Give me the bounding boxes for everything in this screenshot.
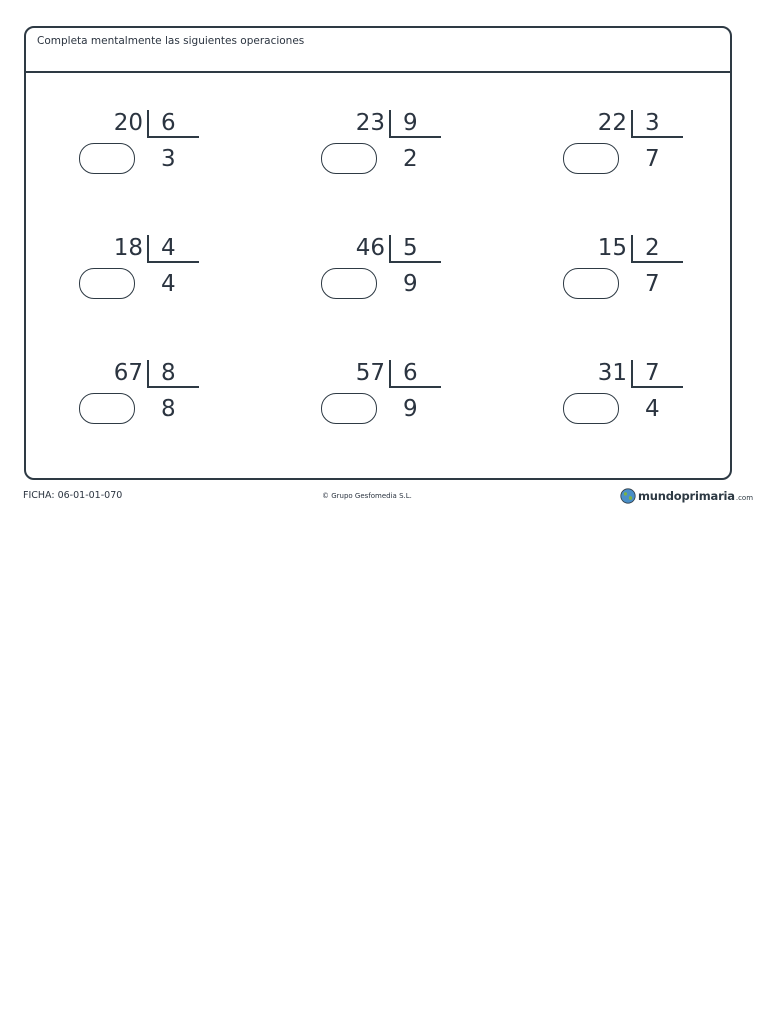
quotient: 2 — [403, 146, 418, 172]
remainder-answer-box[interactable] — [563, 268, 619, 299]
divisor: 7 — [645, 360, 660, 386]
remainder-answer-box[interactable] — [79, 393, 135, 424]
division-problem-1 — [79, 108, 219, 182]
dividend: 15 — [597, 235, 627, 261]
remainder-answer-box[interactable] — [321, 268, 377, 299]
division-problem-8 — [321, 358, 461, 432]
dividend: 46 — [355, 235, 385, 261]
division-problem-3 — [563, 108, 703, 182]
worksheet-code: FICHA: 06-01-01-070 — [23, 490, 123, 501]
quotient: 4 — [161, 271, 176, 297]
division-problem-4 — [79, 233, 219, 307]
dividend: 23 — [355, 110, 385, 136]
globe-icon — [620, 488, 636, 504]
division-problem-6 — [563, 233, 703, 307]
divisor: 4 — [161, 235, 176, 261]
dividend: 22 — [597, 110, 627, 136]
quotient: 7 — [645, 146, 660, 172]
divisor: 6 — [161, 110, 176, 136]
division-problem-2 — [321, 108, 461, 182]
remainder-answer-box[interactable] — [79, 268, 135, 299]
remainder-answer-box[interactable] — [321, 393, 377, 424]
dividend: 67 — [113, 360, 143, 386]
worksheet-frame — [24, 26, 732, 480]
divisor: 9 — [403, 110, 418, 136]
dividend: 20 — [113, 110, 143, 136]
quotient: 3 — [161, 146, 176, 172]
divisor: 2 — [645, 235, 660, 261]
instruction-text: Completa mentalmente las siguientes operaciones — [37, 35, 305, 47]
quotient: 9 — [403, 271, 418, 297]
divisor: 3 — [645, 110, 660, 136]
remainder-answer-box[interactable] — [563, 143, 619, 174]
divisor: 5 — [403, 235, 418, 261]
copyright-notice: © Grupo Gesfomedia S.L. — [322, 492, 412, 500]
divisor: 6 — [403, 360, 418, 386]
divisor: 8 — [161, 360, 176, 386]
dividend: 57 — [355, 360, 385, 386]
remainder-answer-box[interactable] — [321, 143, 377, 174]
brand-logo[interactable] — [620, 487, 753, 505]
quotient: 7 — [645, 271, 660, 297]
quotient: 8 — [161, 396, 176, 422]
remainder-answer-box[interactable] — [563, 393, 619, 424]
instruction-header — [26, 28, 730, 73]
dividend: 31 — [597, 360, 627, 386]
division-problem-5 — [321, 233, 461, 307]
dividend: 18 — [113, 235, 143, 261]
division-problem-9 — [563, 358, 703, 432]
division-problem-7 — [79, 358, 219, 432]
quotient: 4 — [645, 396, 660, 422]
quotient: 9 — [403, 396, 418, 422]
remainder-answer-box[interactable] — [79, 143, 135, 174]
brand-tld: .com — [735, 493, 754, 502]
brand-name: mundoprimaria — [638, 489, 735, 503]
